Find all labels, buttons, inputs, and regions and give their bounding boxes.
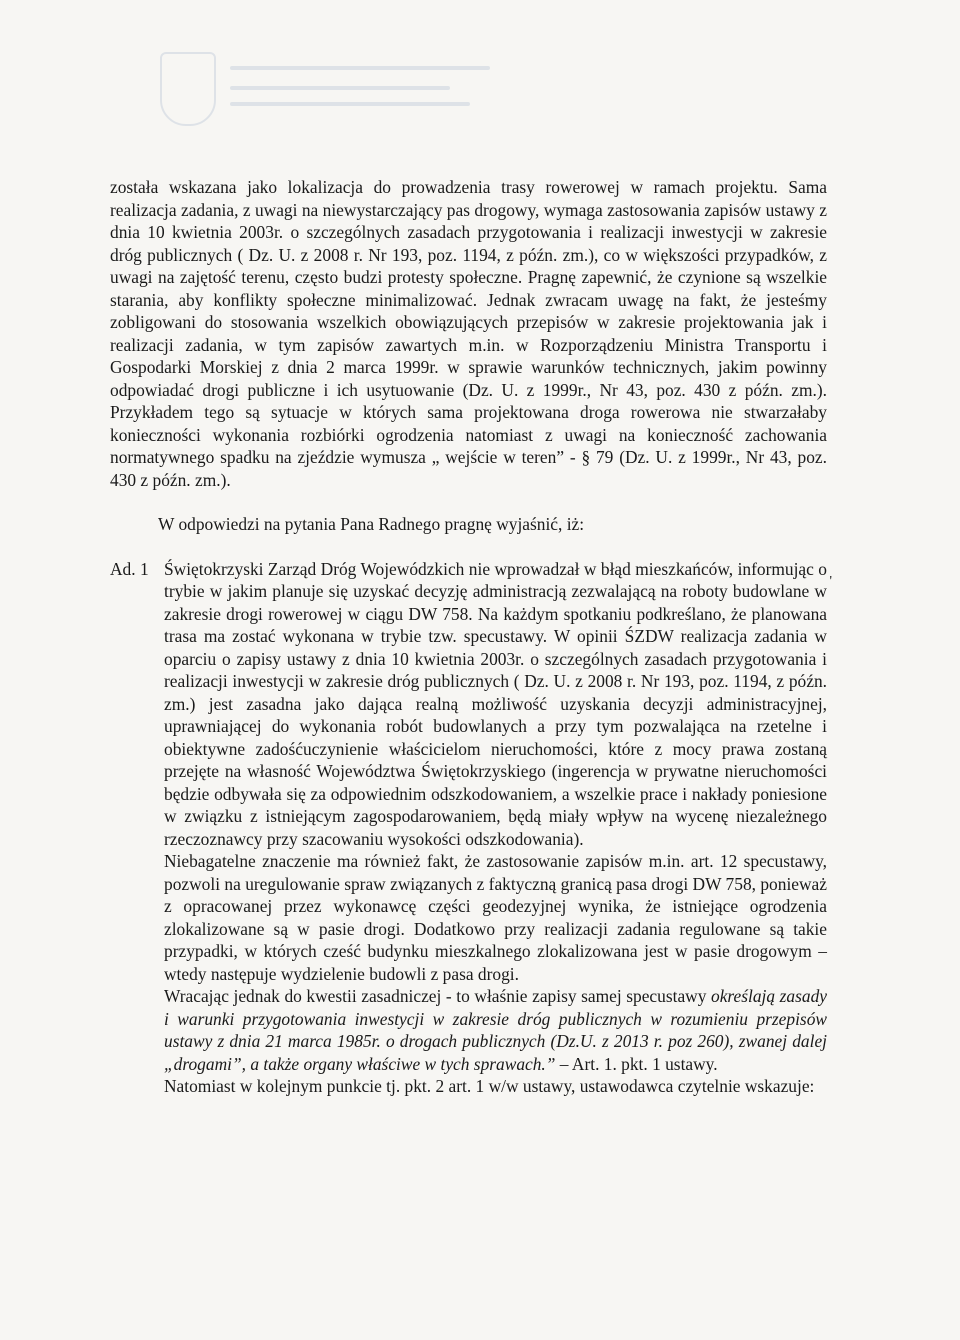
quoted-statute: określają zasady i warunki przygotowania inwestycji w zakresie dróg publicznych w rozumieniu przepisów ustawy z dnia 21 marca 1985r. o drogach publicznych (Dz.U. z 2013 r. poz 260), zwanej dalej „drogami”, a także organy właściwe w tych sprawach.” [164, 986, 827, 1074]
paragraph-intro: została wskazana jako lokalizacja do prowadzenia trasy rowerowej w ramach projektu. Sama realizacja zadania, z uwagi na niewystarczający pas drogowy, wymaga zastosowania zapisów ustawy z dnia 10 kwietnia 2003r. o szczególnych zasadach przygotowania i realizacji inwestycji w zakresie dróg publicznych ( Dz. U. z 2008 r. Nr 193, poz. 1194, z późn. zm.), co w większości przypadków, z uwagi na zajętość terenu, często budzi protesty społeczne. Pragnę zapewnić, że czynione są wszelkie starania, aby konflikty społeczne minimalizować. Jednak zwracam uwagę na fakt, że jesteśmy zobligowani do stosowania wszelkich obowiązujących przepisów w zakresie projektowania jak i realizacji zadania, w tym zapisów zawartych m.in. w Rozporządzeniu Ministra Transportu i Gospodarki Morskiej z dnia 2 marca 1999r. w sprawie warunków technicznych, jakim powinny odpowiadać drogi publiczne i ich usytuowanie (Dz. U. z 1999r., Nr 43, poz. 430 z późn. zm.). Przykładem tego są sytuacje w których sama projektowana droga rowerowa nie stwarzałaby konieczności wykonania rozbiórki ogrodzenia natomiast z uwagi na konieczność zachowania normatywnego spadku na zjeździe wymusza „ wejście w teren” - § 79 (Dz. U. z 1999r., Nr 43, poz. 430 z późn. zm.). [110, 177, 827, 490]
coat-of-arms-icon [160, 52, 216, 126]
answer-paragraph-1: Świętokrzyski Zarząd Dróg Wojewódzkich nie wprowadzał w błąd mieszkańców, informując o trybie w jakim planuje się uzyskać decyzję administracją zezwalającą na roboty budowlane w zakresie drogi rowerowej w ciągu DW 758. Na każdym spotkaniu podkreślano, że planowana trasa ma zostać wykonana w trybie tzw. specustawy. W opinii ŚZDW realizacja zadania w oparciu o zapisy ustawy z dnia 10 kwietnia 2003r. o szczególnych zasadach przygotowania i realizacji inwestycji w zakresie dróg publicznych ( Dz. U. z 2008 r. Nr 193, poz. 1194, z późn. zm.) jest zasadna jako dająca realną możliwość uzyskania decyzji administracyjnej, uprawniającej do wykonania robót budowlanych a przy tym pozwalająca na rzetelne i obiektywne zadośćuczynienie właścicielom nieruchomości, które z mocy prawa zostaną przejęte na własność Województwa Świętokrzyskiego (ingerencja w prywatne nieruchomości będzie odbywała się za odpowiednim odszkodowaniem, a wszelkie prace i nakłady poniesione w związku z istniejącym zagospodarowaniem, będą miały wpływ na wycenę niezależnego rzeczoznawcy przy szacowaniu wysokości odszkodowania). [164, 558, 827, 849]
paragraph-answer-intro: W odpowiedzi na pytania Pana Radnego pragnę wyjaśnić, iż: [158, 514, 585, 534]
answer-paragraph-4: Natomiast w kolejnym punkcie tj. pkt. 2 art. 1 w/w ustawy, ustawodawca czytelnie wskazuje: [164, 1076, 815, 1096]
document-body [110, 176, 827, 1098]
answer-label: Ad. 1 [110, 558, 149, 579]
answer-body [164, 558, 827, 1098]
answer-ad-1 [110, 558, 827, 1098]
letterhead-watermark [160, 52, 580, 132]
answer-paragraph-2: Niebagatelne znaczenie ma również fakt, że zastosowanie zapisów m.in. art. 12 specustawy, pozwoli na uregulowanie spraw związanych z faktyczną granicą pasa drogi DW 758, ponieważ z opracowanej przez wykonawcę części geodezyjnej wynika, że istniejące ogrodzenia zlokalizowane są w pasie drogi. Dodatkowo przy realizacji zadania regulowane są takie przypadki, w których cześć budynku mieszkalnego zlokalizowana jest w pasie drogowym – wtedy następuje wydzielenie budowli z pasa drogi. [164, 851, 827, 984]
margin-mark: ' [829, 574, 832, 589]
answer-paragraph-3: Wracając jednak do kwestii zasadniczej - to właśnie zapisy samej specustawy określają zasady i warunki przygotowania inwestycji w zakresie dróg publicznych w rozumieniu przepisów ustawy z dnia 21 marca 1985r. o drogach publicznych (Dz.U. z 2013 r. poz 260), zwanej dalej „drogami”, a także organy właściwe w tych sprawach.” – Art. 1. pkt. 1 ustawy. [164, 986, 827, 1074]
